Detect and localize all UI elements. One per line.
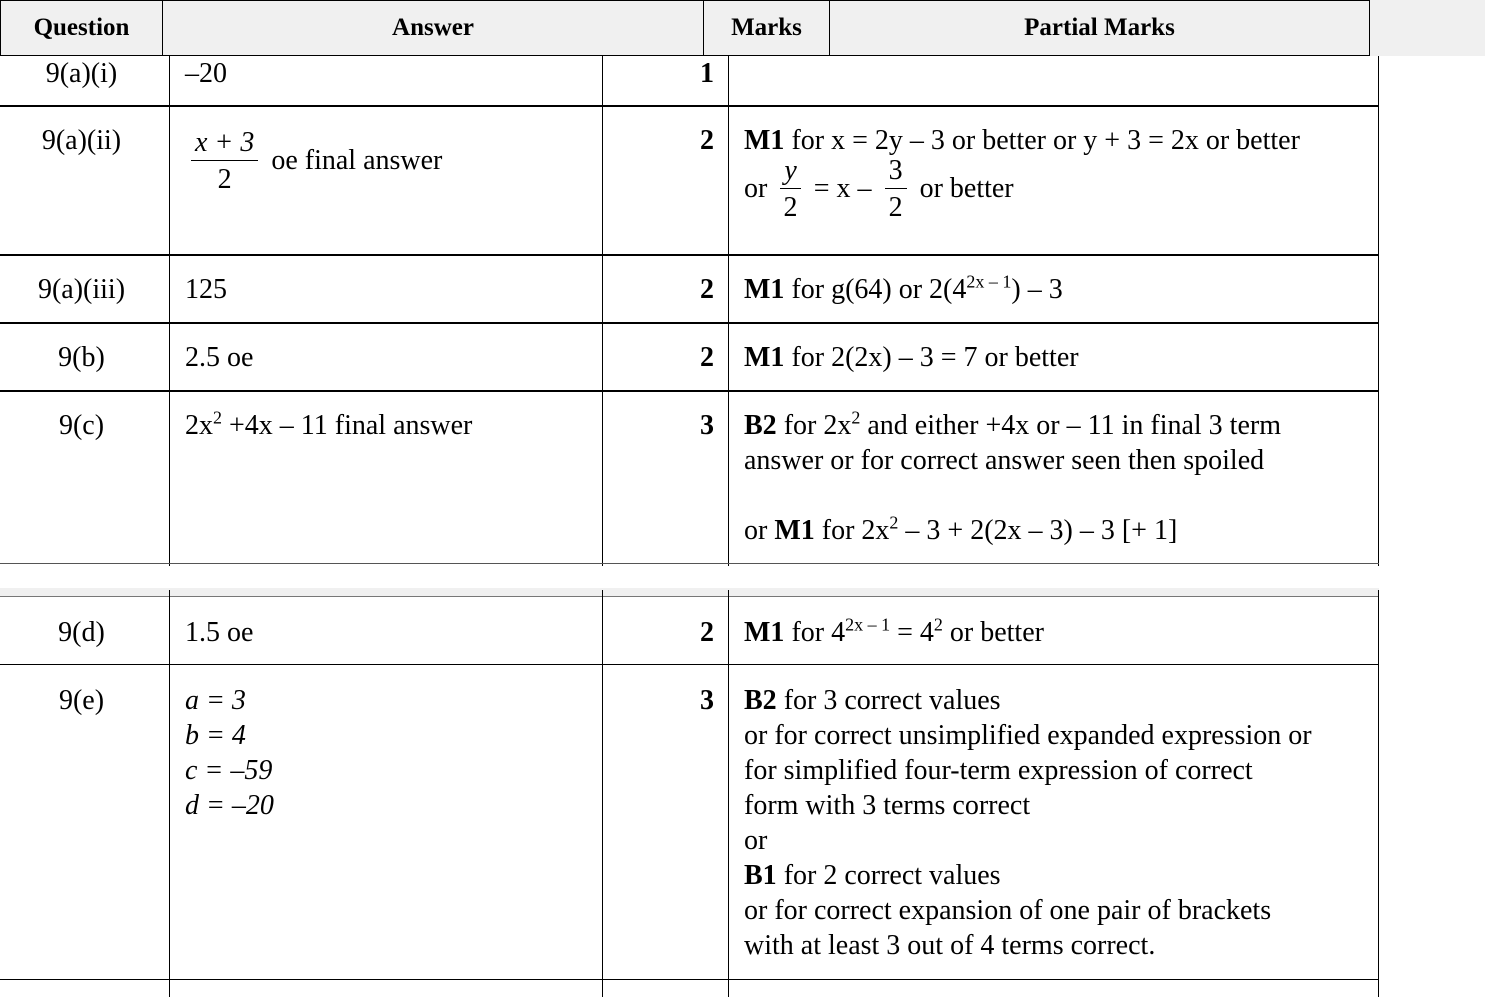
partial-text: = x – xyxy=(813,172,872,204)
partial-line: for simplified four-term expression of correct xyxy=(744,755,1253,786)
partial-text: for 4 xyxy=(791,617,846,648)
mark-code: B2 xyxy=(744,410,777,441)
marks-cell: 3 xyxy=(700,685,714,716)
row-divider xyxy=(0,390,1379,392)
partial-fraction xyxy=(780,154,800,227)
partial-marks-cell xyxy=(729,272,1377,307)
partial-marks-cell xyxy=(729,123,1377,227)
question-number: 9(e) xyxy=(58,685,105,716)
fraction-numerator: x + 3 xyxy=(191,126,258,161)
partial-line: or for correct expansion of one pair of brackets xyxy=(744,895,1272,926)
row-divider xyxy=(0,979,1379,980)
marks-cell: 2 xyxy=(700,342,714,373)
marks-cell: 2 xyxy=(700,274,714,305)
fraction-numerator: 3 xyxy=(885,154,907,189)
partial-text: – 3 + 2(2x – 3) – 3 [+ 1] xyxy=(898,515,1178,546)
question-number: 9(d) xyxy=(58,617,105,648)
col-divider xyxy=(1378,590,1379,997)
question-number: 9(a)(ii) xyxy=(41,125,122,156)
partial-line xyxy=(744,408,1377,443)
answer-cell xyxy=(170,408,600,443)
row-divider xyxy=(0,322,1379,324)
answer-fraction xyxy=(191,126,258,199)
question-number: 9(a)(iii) xyxy=(37,274,126,305)
fraction-numerator: y xyxy=(780,154,800,189)
partial-line: with at least 3 out of 4 terms correct. xyxy=(744,930,1156,961)
partial-text: = 4 xyxy=(890,617,934,648)
superscript: 2 xyxy=(889,512,899,533)
partial-text: for 2 correct values xyxy=(783,860,1001,891)
row-divider xyxy=(0,596,1379,597)
mark-code: B1 xyxy=(744,860,777,891)
partial-marks-cell xyxy=(729,683,1377,963)
question-number: 9(b) xyxy=(58,342,105,373)
answer-tail: oe final answer xyxy=(271,144,443,176)
col-divider xyxy=(602,590,603,997)
answer-cell: 2.5 oe xyxy=(185,342,254,373)
partial-line: or for correct unsimplified expanded expression or xyxy=(744,720,1312,751)
partial-text: or xyxy=(744,515,768,546)
partial-text: ) – 3 xyxy=(1011,274,1063,305)
partial-text: for 2x xyxy=(821,515,890,546)
row-divider xyxy=(0,254,1379,256)
partial-text: or better xyxy=(919,172,1014,204)
mark-code: M1 xyxy=(774,515,815,546)
superscript: 2 xyxy=(851,407,861,428)
partial-text: for g(64) or 2(4 xyxy=(791,274,967,305)
answer-line: b = 4 xyxy=(185,720,246,751)
fraction-denominator: 2 xyxy=(783,192,798,223)
header-partial-marks: Partial Marks xyxy=(829,0,1370,56)
marks-cell: 2 xyxy=(700,617,714,648)
row-divider xyxy=(0,563,1379,564)
row-divider xyxy=(0,105,1379,107)
fraction-denominator: 2 xyxy=(888,192,903,223)
partial-fraction xyxy=(885,154,907,227)
answer-cell: –20 xyxy=(185,58,227,89)
partial-text: or xyxy=(744,172,768,204)
partial-line xyxy=(744,154,1377,227)
header-filler xyxy=(1370,0,1485,56)
header-answer: Answer xyxy=(162,0,704,56)
partial-text: or better xyxy=(942,617,1044,648)
partial-text: for 2(2x) – 3 = 7 or better xyxy=(791,342,1079,373)
col-divider xyxy=(1378,56,1379,566)
header-question: Question xyxy=(0,0,163,56)
partial-line xyxy=(744,513,1377,548)
superscript: 2 xyxy=(933,614,943,635)
superscript: 2x – 1 xyxy=(966,271,1012,292)
answer-line: d = –20 xyxy=(185,790,274,821)
header-marks: Marks xyxy=(703,0,830,56)
page-break xyxy=(0,566,1379,596)
answer-cell xyxy=(170,683,600,823)
mark-code: M1 xyxy=(744,125,785,156)
partial-line xyxy=(744,123,1377,158)
partial-marks-cell xyxy=(729,340,1377,375)
partial-line xyxy=(744,683,1377,718)
answer-line: a = 3 xyxy=(185,685,246,716)
answer-line: c = –59 xyxy=(185,755,273,786)
partial-line: answer or for correct answer seen then spoiled xyxy=(744,445,1265,476)
row-divider xyxy=(0,664,1379,665)
answer-text: +4x – 11 final answer xyxy=(222,410,473,441)
partial-text: for 2x xyxy=(783,410,852,441)
marks-cell: 2 xyxy=(700,125,714,156)
answer-cell: 1.5 oe xyxy=(185,617,254,648)
superscript: 2x – 1 xyxy=(845,614,891,635)
partial-line xyxy=(744,858,1377,893)
mark-code: M1 xyxy=(744,274,785,305)
partial-text: for 3 correct values xyxy=(783,685,1001,716)
partial-marks-cell xyxy=(729,615,1377,650)
question-number: 9(a)(i) xyxy=(45,58,118,89)
partial-text: for xyxy=(791,125,825,156)
mark-code: M1 xyxy=(744,342,785,373)
partial-text: and either +4x or – 11 in final 3 term xyxy=(860,410,1281,441)
answer-cell xyxy=(170,126,600,199)
marks-cell: 1 xyxy=(700,58,714,89)
answer-text: 2x xyxy=(185,410,213,441)
partial-line: or xyxy=(744,825,768,856)
answer-cell: 125 xyxy=(185,274,227,305)
mark-code: B2 xyxy=(744,685,777,716)
mark-code: M1 xyxy=(744,617,785,648)
partial-line: form with 3 terms correct xyxy=(744,790,1031,821)
question-number: 9(c) xyxy=(58,410,105,441)
partial-marks-cell xyxy=(729,408,1377,548)
superscript: 2 xyxy=(213,407,222,428)
partial-text: x = 2y – 3 or better or y + 3 = 2x or better xyxy=(831,125,1300,156)
marks-cell: 3 xyxy=(700,410,714,441)
fraction-denominator: 2 xyxy=(217,164,232,195)
